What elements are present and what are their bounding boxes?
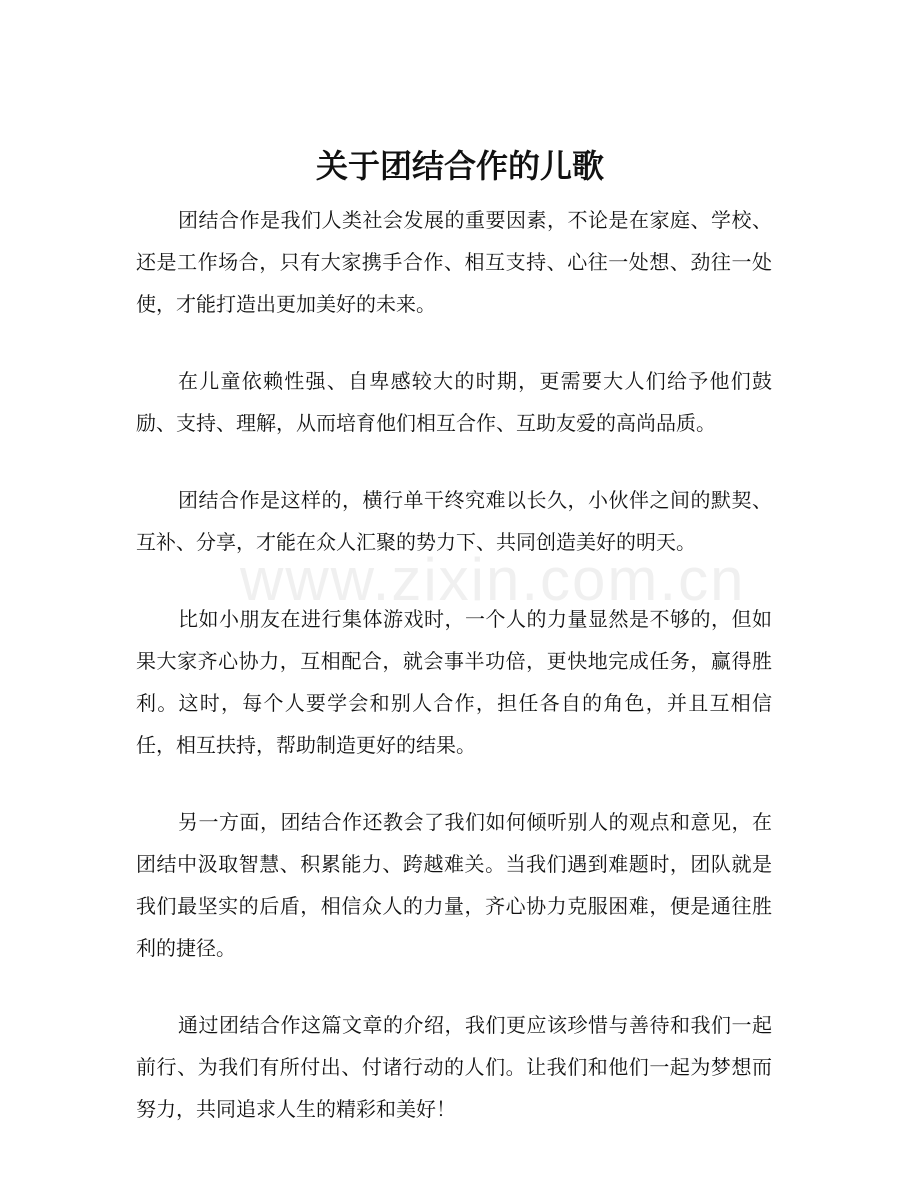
watermark: www.zixin.com.cn bbox=[240, 546, 746, 613]
paragraph-3: 团结合作是这样的，横行单干终究难以长久，小伙伴之间的默契、互补、分享，才能在众人汇聚的势力下、共同创造美好的明天。 bbox=[136, 488, 772, 554]
document-body bbox=[136, 199, 772, 1165]
paragraph-2: 在儿童依赖性强、自卑感较大的时期，更需要大人们给予他们鼓励、支持、理解，从而培育他们相互合作、互助友爱的高尚品质。 bbox=[136, 369, 772, 435]
paragraph-5: 另一方面，团结合作还教会了我们如何倾听别人的观点和意见，在团结中汲取智慧、积累能力、跨越难关。当我们遇到难题时，团队就是我们最坚实的后盾，相信众人的力量，齐心协力克服困难，便是通往胜利的捷径。 bbox=[136, 810, 772, 960]
document-title: 关于团结合作的儿歌 bbox=[315, 147, 604, 185]
paragraph-4: 比如小朋友在进行集体游戏时，一个人的力量显然是不够的，但如果大家齐心协力，互相配合，就会事半功倍，更快地完成任务，赢得胜利。这时，每个人要学会和别人合作，担任各自的角色，并且互相信任，相互扶持，帮助制造更好的结果。 bbox=[136, 607, 772, 757]
paragraph-1: 团结合作是我们人类社会发展的重要因素，不论是在家庭、学校、还是工作场合，只有大家携手合作、相互支持、心往一处想、劲往一处使，才能打造出更加美好的未来。 bbox=[136, 208, 772, 316]
paragraph-6: 通过团结合作这篇文章的介绍，我们更应该珍惜与善待和我们一起前行、为我们有所付出、付诸行动的人们。让我们和他们一起为梦想而努力，共同追求人生的精彩和美好！ bbox=[136, 1013, 772, 1121]
